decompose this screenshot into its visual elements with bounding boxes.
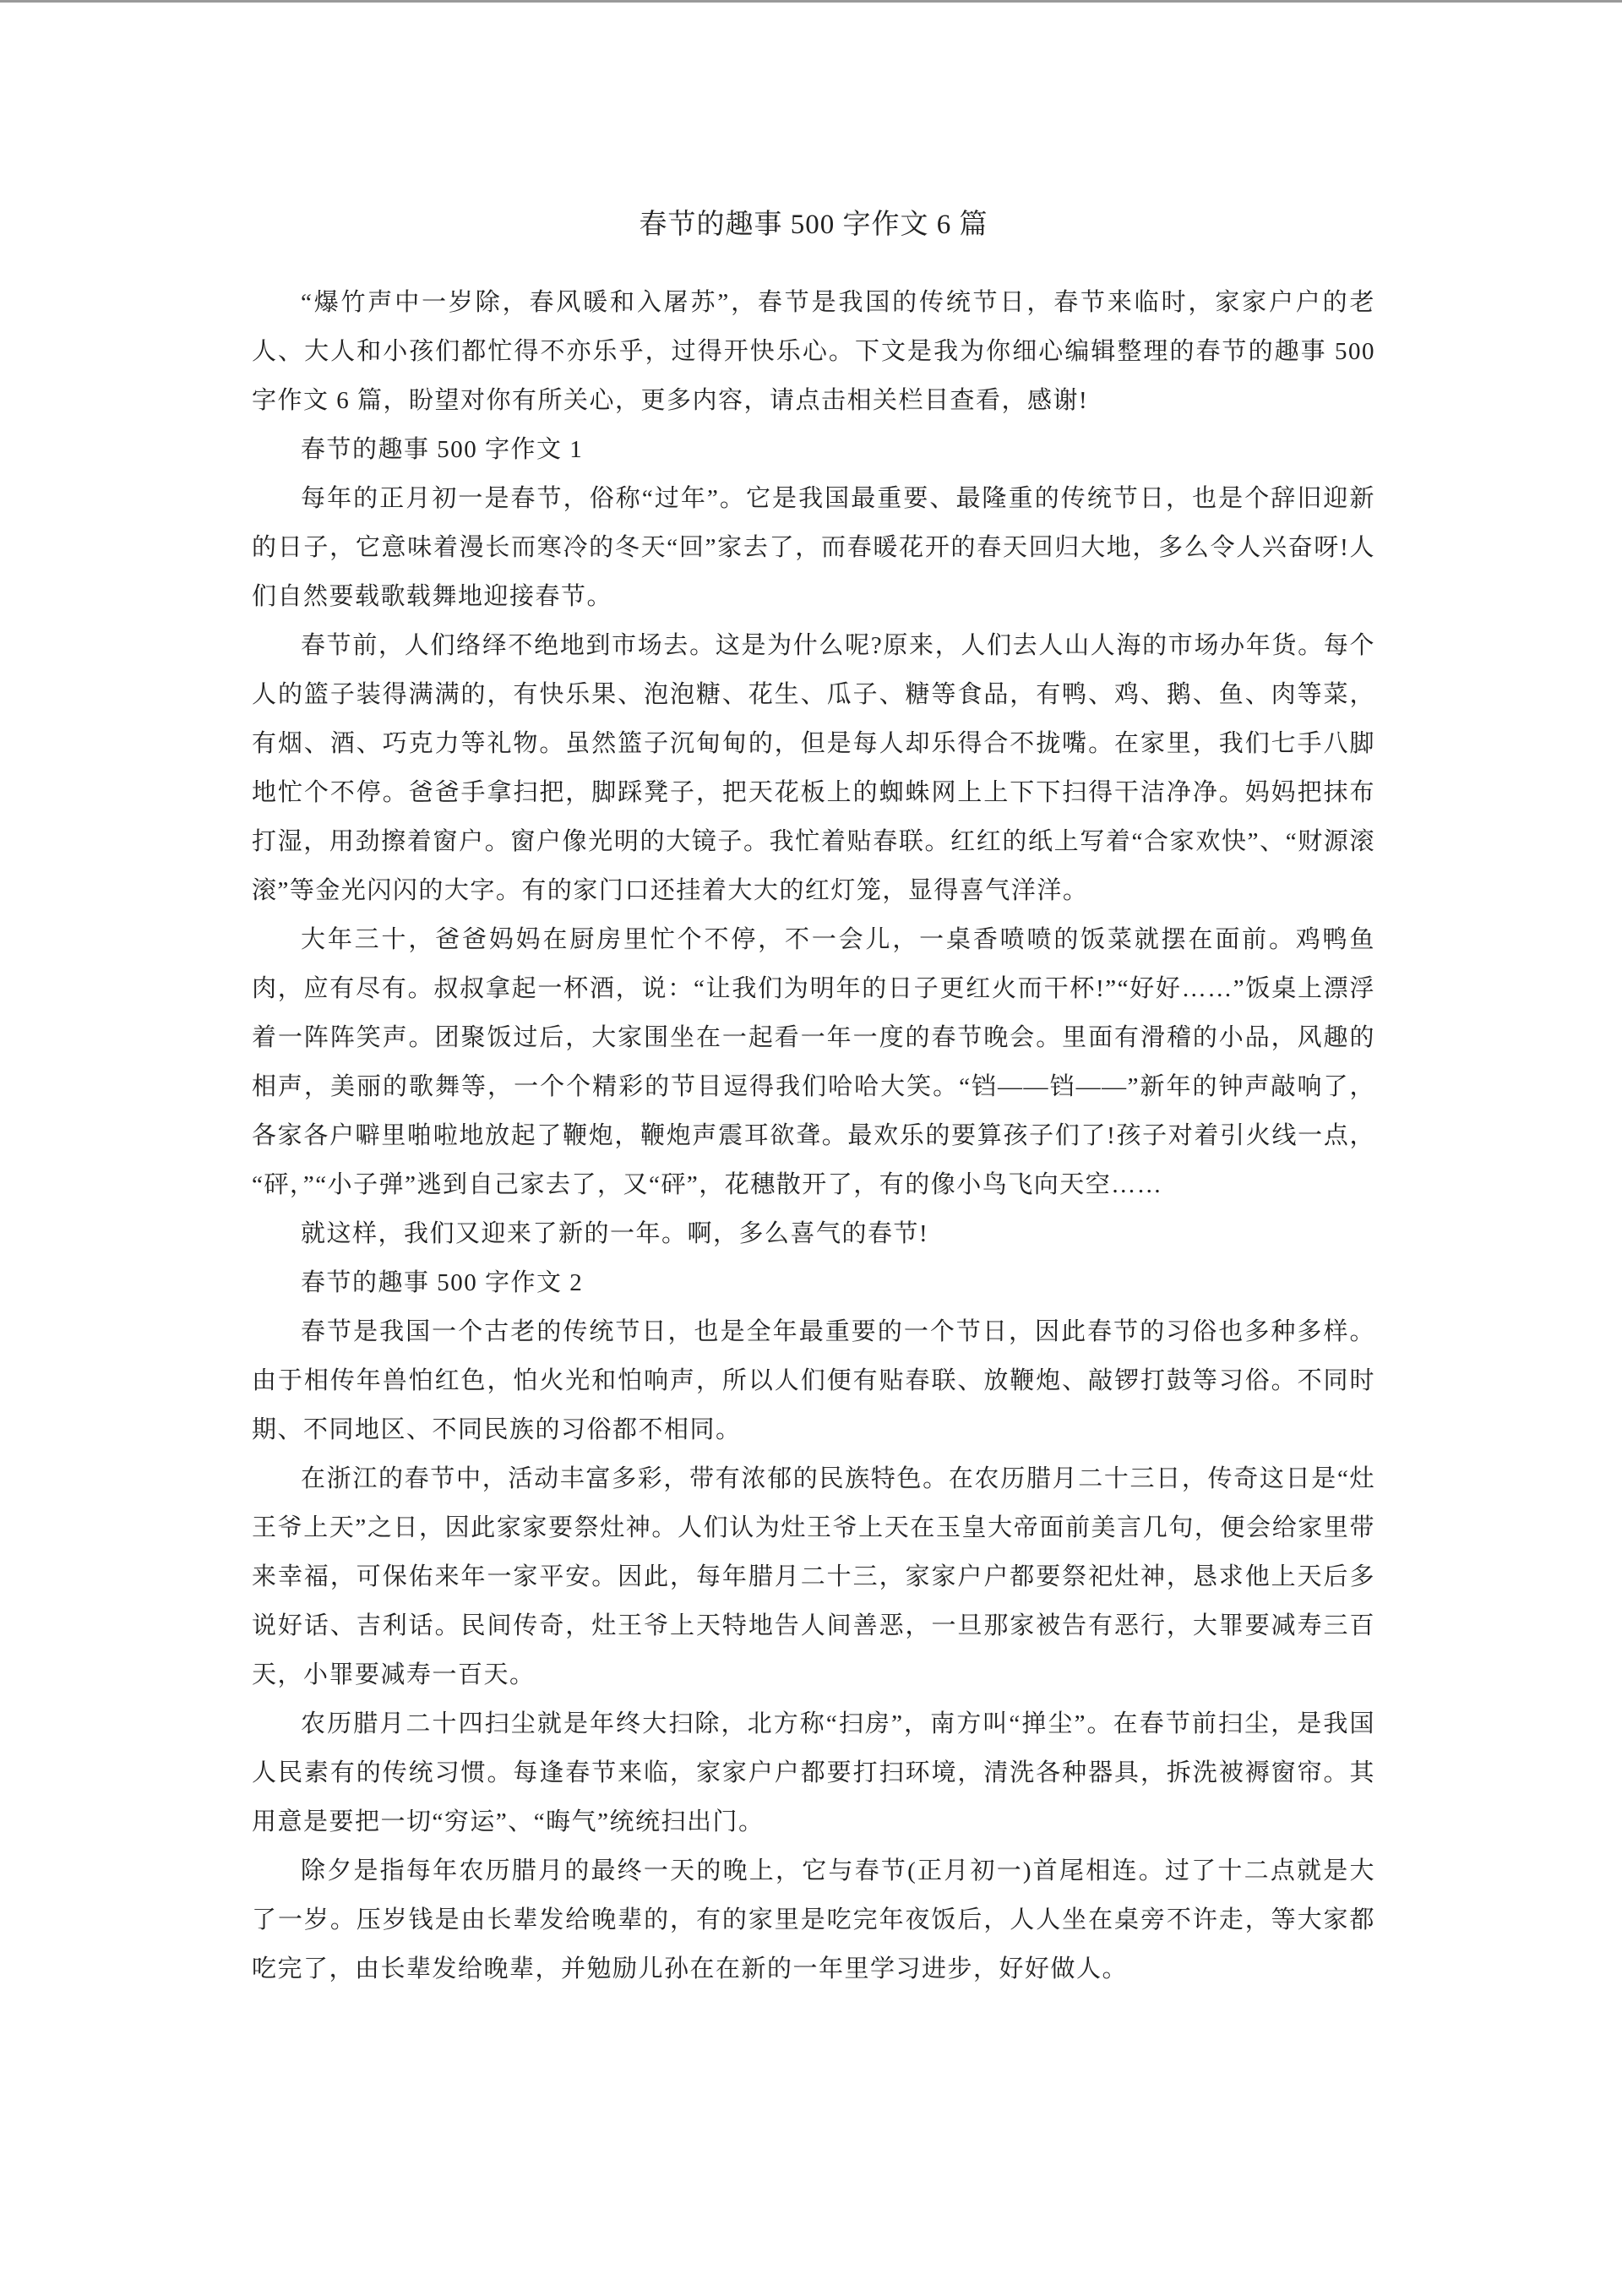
intro-paragraph: “爆竹声中一岁除，春风暖和入屠苏”，春节是我国的传统节日，春节来临时，家家户户的老人、大人和小孩们都忙得不亦乐乎，过得开快乐心。下文是我为你细心编辑整理的春节的趣事 500 字作文 6 篇，盼望对你有所关心，更多内容，请点击相关栏目查看，感谢! — [252, 289, 1375, 414]
paragraph: 农历腊月二十四扫尘就是年终大扫除，北方称“扫房”，南方叫“掸尘”。在春节前扫尘，是我国人民素有的传统习惯。每逢春节来临，家家户户都要打扫环境，清洗各种器具，拆洗被褥窗帘。其用意是要把一切“穷运”、“晦气”统统扫出门。 — [252, 1710, 1375, 1835]
section-heading-1: 春节的趣事 500 字作文 1 — [301, 436, 584, 463]
document-title: 春节的趣事 500 字作文 6 篇 — [639, 210, 988, 240]
paragraph: 就这样，我们又迎来了新的一年。啊，多么喜气的春节! — [301, 1220, 929, 1247]
paragraph: 春节前，人们络绎不绝地到市场去。这是为什么呢?原来，人们去人山人海的市场办年货。每个人的篮子装得满满的，有快乐果、泡泡糖、花生、瓜子、糖等食品，有鸭、鸡、鹅、鱼、肉等菜，有烟、酒、巧克力等礼物。虽然篮子沉甸甸的，但是每人却乐得合不拢嘴。在家里，我们七手八脚地忙个不停。爸爸手拿扫把，脚踩凳子，把天花板上的蜘蛛网上上下下扫得干洁净净。妈妈把抹布打湿，用劲擦着窗户。窗户像光明的大镜子。我忙着贴春联。红红的纸上写着“合家欢快”、“财源滚滚”等金光闪闪的大字。有的家门口还挂着大大的红灯笼，显得喜气洋洋。 — [252, 632, 1375, 904]
paragraph: 在浙江的春节中，活动丰富多彩，带有浓郁的民族特色。在农历腊月二十三日，传奇这日是“灶王爷上天”之日，因此家家要祭灶神。人们认为灶王爷上天在玉皇大帝面前美言几句，便会给家里带来幸福，可保佑来年一家平安。因此，每年腊月二十三，家家户户都要祭祀灶神，恳求他上天后多说好话、吉利话。民间传奇，灶王爷上天特地告人间善恶，一旦那家被告有恶行，大罪要减寿三百天，小罪要减寿一百天。 — [252, 1465, 1375, 1688]
paragraph: 除夕是指每年农历腊月的最终一天的晚上，它与春节(正月初一)首尾相连。过了十二点就是大了一岁。压岁钱是由长辈发给晚辈的，有的家里是吃完年夜饭后，人人坐在桌旁不许走，等大家都吃完了，由长辈发给晚辈，并勉励儿孙在在新的一年里学习进步，好好做人。 — [252, 1857, 1375, 1982]
paragraph: 春节是我国一个古老的传统节日，也是全年最重要的一个节日，因此春节的习俗也多种多样。由于相传年兽怕红色，怕火光和怕响声，所以人们便有贴春联、放鞭炮、敲锣打鼓等习俗。不同时期、不同地区、不同民族的习俗都不相同。 — [252, 1318, 1375, 1443]
section-heading-2: 春节的趣事 500 字作文 2 — [301, 1269, 584, 1296]
paragraph: 每年的正月初一是春节，俗称“过年”。它是我国最重要、最隆重的传统节日，也是个辞旧迎新的日子，它意味着漫长而寒冷的冬天“回”家去了，而春暖花开的春天回归大地，多么令人兴奋呀!人们自然要载歌载舞地迎接春节。 — [252, 485, 1375, 610]
paragraph: 大年三十，爸爸妈妈在厨房里忙个不停，不一会儿，一桌香喷喷的饭菜就摆在面前。鸡鸭鱼肉，应有尽有。叔叔拿起一杯酒，说：“让我们为明年的日子更红火而干杯!”“好好……”饭桌上漂浮着一阵阵笑声。团聚饭过后，大家围坐在一起看一年一度的春节晚会。里面有滑稽的小品，风趣的相声，美丽的歌舞等，一个个精彩的节目逗得我们哈哈大笑。“铛——铛——”新年的钟声敲响了，各家各户噼里啪啦地放起了鞭炮，鞭炮声震耳欲聋。最欢乐的要算孩子们了!孩子对着引火线一点，“砰，”“小子弹”逃到自己家去了，又“砰”，花穗散开了，有的像小鸟飞向天空…… — [252, 926, 1375, 1198]
